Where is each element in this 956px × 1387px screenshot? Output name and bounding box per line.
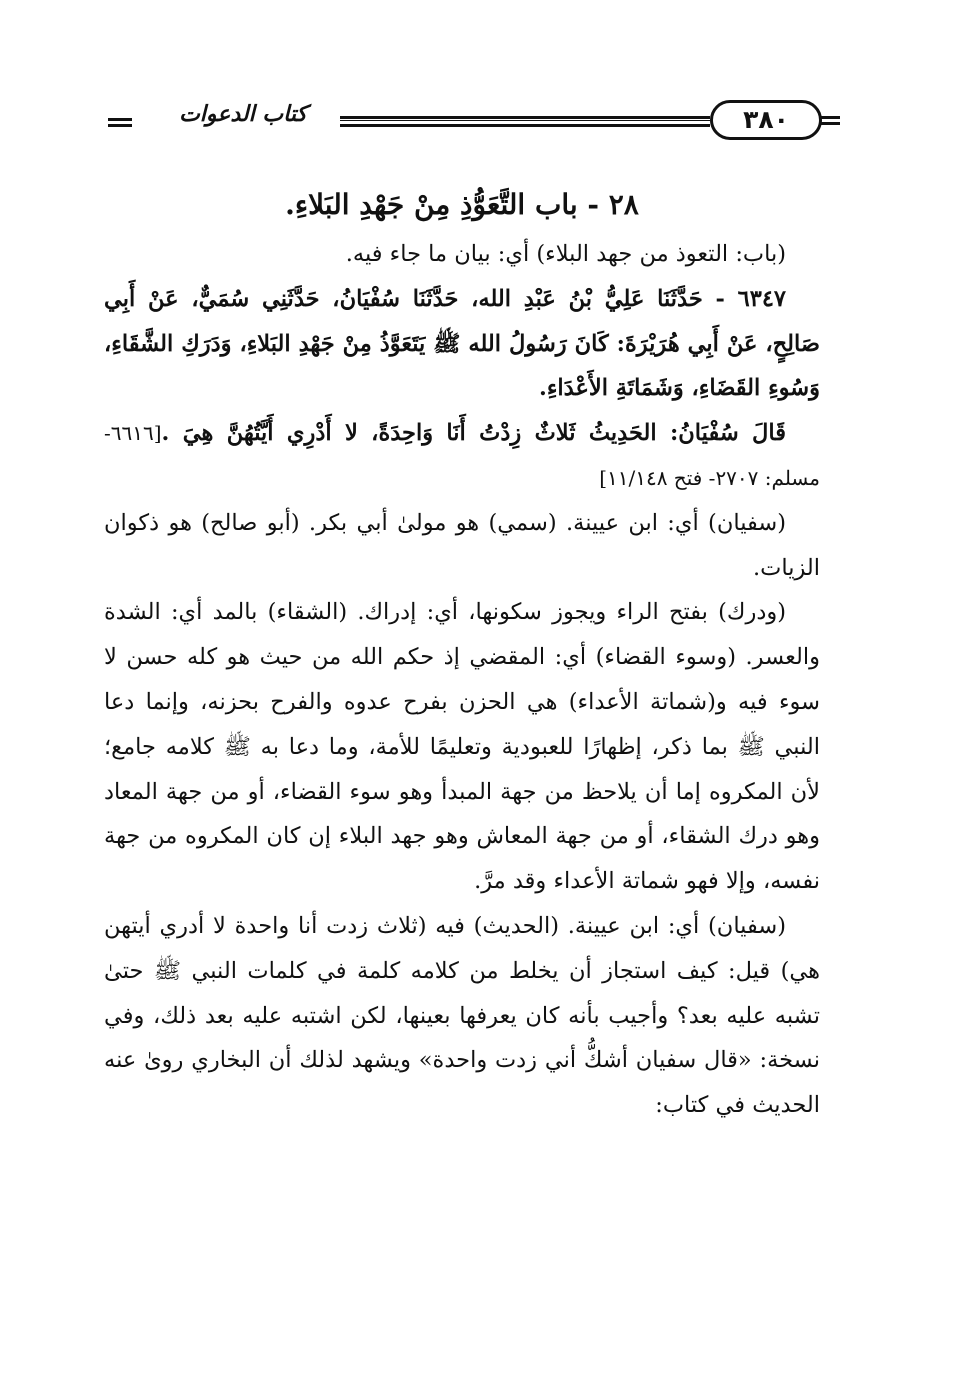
page-header [100,96,840,152]
chapter-title: ٢٨ - باب التَّعَوُّذِ مِنْ جَهْدِ البَلاءِ. [285,188,639,221]
hadith-text: ٦٣٤٧ - حَدَّثَنَا عَلِيُّ بْنُ عَبْدِ الله، حَدَّثَنَا سُفْيَانُ، حَدَّثَنِي سُمَيٌّ، عَنْ أَبِي صَالِحٍ، عَنْ أَبِي هُرَيْرَةَ: كَانَ رَسُولُ الله ﷺ يَتَعَوَّذُ مِنْ جَهْدِ البَلاءِ، وَدَرَكِ الشَّقَاءِ، وَسُوءِ القَضَاءِ، وَشَمَاتَةِ الأَعْدَاءِ. [104,285,820,402]
commentary-paragraph: (سفيان) أي: ابن عيينة. (سمي) هو مولىٰ أبي بكر. (أبو صالح) هو ذكوان الزيات. [104,509,820,581]
page-number: ٣٨٠ [710,100,822,140]
hadith-reference: [٦٦١٦- مسلم: ٢٧٠٧- فتح ١١/١٤٨] [104,421,820,490]
running-head-book-title: كتاب الدعوات [179,102,307,127]
header-double-rule [340,116,710,127]
page-content [104,178,820,1128]
commentary-paragraph: (سفيان) أي: ابن عيينة. (الحديث) فيه (ثلاث زدت أنا واحدة لا أدري أيتهن هي) قيل: كيف استجاز أن يخلط من كلامه كلمة في كلمات النبي ﷺ حتىٰ تشبه عليه بعد؟ وأجيب بأنه كان يعرفها بعينها، لكن اشتبه عليه بعد ذلك، وفي نسخة: «قال سفيان أشكُّ أني زدت واحدة» ويشهد لذلك أن البخاري روىٰ عنه الحديث في كتاب: [104,912,820,1119]
hadith-narrator-note [104,411,820,501]
chapter-explanation: (باب: التعوذ من جهد البلاء) أي: بيان ما جاء فيه. [345,241,786,267]
commentary-paragraph: (ودرك) بفتح الراء ويجوز سكونها، أي: إدراك. (الشقاء) بالمد أي: الشدة والعسر. (وسوء القضاء) أي: المقضي إذ حكم الله من حيث هو كله حسن لا سوء فيه و(شماتة الأعداء) هي الحزن بفرح عدوه والفرح بحزنه، وإنما دعا النبي ﷺ بما ذكر، إظهارًا للعبودية وتعليمًا للأمة، وما دعا به ﷺ كلامه جامع؛ لأن المكروه إما أن يلاحظ من جهة المبدأ وهو سوء القضاء، أو من جهة المعاد وهو درك الشقاء، أو من جهة المعاش وهو جهد البلاء إن كان المكروه من جهة نفسه، وإلا فهو شماتة الأعداء وقد مرَّ. [104,599,820,895]
header-ornament-left [108,118,132,127]
header-ornament-right [820,116,840,125]
hadith-note-text: قَالَ سُفْيَانُ: الحَدِيثُ ثَلاثٌ زِدْتُ أَنَا وَاحِدَةً، لا أَدْرِي أَيَّتُهُنَّ هِيَ . [161,420,786,447]
